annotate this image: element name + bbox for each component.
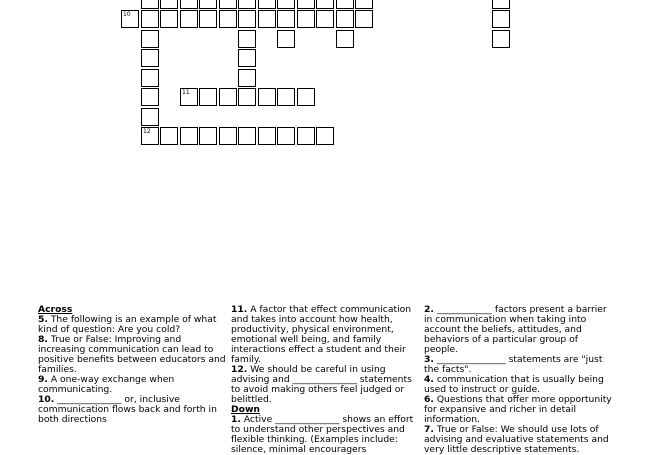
crossword-cell[interactable] <box>180 10 198 28</box>
crossword-cell[interactable] <box>180 127 198 145</box>
crossword-cell[interactable] <box>121 10 139 28</box>
clue-text: True or False: We should use lots of advising and evaluative statements and very little descriptive statements. <box>424 424 609 455</box>
clue-number: 5. <box>38 314 48 325</box>
clue-number: 3. <box>424 354 434 365</box>
clue-text: The following is an example of what kind of question: Are you cold? <box>38 314 217 335</box>
clues-column-2 <box>231 305 421 455</box>
clue-text: True or False: Improving and increasing communication can lead to positive benefits between educators and families. <box>38 334 226 375</box>
crossword-cell[interactable] <box>180 0 198 9</box>
crossword-cell[interactable] <box>297 10 315 28</box>
clue-text: _______________ statements are "just the facts". <box>424 354 603 375</box>
crossword-cell[interactable] <box>316 127 334 145</box>
crossword-cell[interactable] <box>316 10 334 28</box>
crossword-cell[interactable] <box>355 0 373 9</box>
clue-number: 10. <box>38 394 55 405</box>
clue-number-11: 11 <box>182 89 190 96</box>
crossword-cell[interactable] <box>258 10 276 28</box>
crossword-cell[interactable] <box>277 0 295 9</box>
clue-number: 2. <box>424 304 434 315</box>
clue-text: ______________ or, inclusive communication flows back and forth in both directions <box>38 394 217 425</box>
crossword-cell[interactable] <box>199 127 217 145</box>
crossword-cell[interactable] <box>492 30 510 48</box>
across-clue-8 <box>38 335 228 375</box>
crossword-cell[interactable] <box>258 0 276 9</box>
crossword-cell[interactable] <box>238 10 256 28</box>
clue-text: Active ______________ shows an effort to understand other perspectives and flexible thinking. (Examples include: silence, minimal encouragers <box>231 414 414 455</box>
down-clue-2 <box>424 305 614 355</box>
crossword-cell[interactable] <box>160 0 178 9</box>
clue-text: We should be careful in using advising and ______________ statements to avoid making others feel judged or belittled. <box>231 364 412 405</box>
down-clue-1 <box>231 415 421 455</box>
crossword-cell[interactable] <box>258 88 276 106</box>
across-clue-10 <box>38 395 228 425</box>
crossword-cell[interactable] <box>141 49 159 67</box>
crossword-cell[interactable] <box>141 30 159 48</box>
clues-column-1 <box>38 305 228 425</box>
crossword-cell[interactable] <box>141 108 159 126</box>
crossword-cell[interactable] <box>199 88 217 106</box>
across-clue-5 <box>38 315 228 335</box>
clue-number: 12. <box>231 364 248 375</box>
crossword-cell[interactable] <box>238 30 256 48</box>
crossword-cell[interactable] <box>238 49 256 67</box>
across-heading: Across <box>38 304 73 315</box>
crossword-cell[interactable] <box>297 127 315 145</box>
clue-text: A one-way exchange when communicating. <box>38 374 175 395</box>
crossword-cell[interactable] <box>297 0 315 9</box>
clue-text: Questions that offer more opportunity for expansive and richer in detail information. <box>424 394 612 425</box>
clue-number: 7. <box>424 424 434 435</box>
crossword-cell[interactable] <box>141 69 159 87</box>
crossword-cell[interactable] <box>277 10 295 28</box>
crossword-cell[interactable] <box>238 127 256 145</box>
crossword-cell[interactable] <box>199 0 217 9</box>
crossword-cell[interactable] <box>277 127 295 145</box>
crossword-cell[interactable] <box>160 10 178 28</box>
clues-column-3 <box>424 305 614 455</box>
crossword-cell[interactable] <box>219 0 237 9</box>
crossword-cell[interactable] <box>336 10 354 28</box>
down-clue-7 <box>424 425 614 455</box>
crossword-cell[interactable] <box>316 0 334 9</box>
crossword-cell[interactable] <box>238 88 256 106</box>
crossword-cell[interactable] <box>492 10 510 28</box>
clue-number: 1. <box>231 414 241 425</box>
crossword-cell[interactable] <box>492 0 510 9</box>
crossword-cell[interactable] <box>199 10 217 28</box>
clue-number: 9. <box>38 374 48 385</box>
crossword-cell[interactable] <box>141 88 159 106</box>
crossword-cell[interactable] <box>160 127 178 145</box>
across-clue-11 <box>231 305 421 365</box>
across-clue-9 <box>38 375 228 395</box>
crossword-cell[interactable] <box>336 30 354 48</box>
crossword-cell[interactable] <box>141 10 159 28</box>
down-clue-4 <box>424 375 614 395</box>
clue-number-12: 12 <box>143 128 151 135</box>
crossword-cell[interactable] <box>180 88 198 106</box>
clue-text: A factor that effect communication and takes into account how health, productivity, physical environment, emotional well being, and family interactions effect a student and their family. <box>231 304 412 365</box>
crossword-cell[interactable] <box>141 127 159 145</box>
clue-number: 11. <box>231 304 248 315</box>
crossword-cell[interactable] <box>355 10 373 28</box>
clue-number: 4. <box>424 374 434 385</box>
clue-text: communication that is usually being used to instruct or guide. <box>424 374 604 395</box>
across-clue-12 <box>231 365 421 405</box>
crossword-cell[interactable] <box>238 69 256 87</box>
clue-number-10: 10 <box>123 11 131 18</box>
crossword-cell[interactable] <box>336 0 354 9</box>
clue-number: 6. <box>424 394 434 405</box>
crossword-cell[interactable] <box>219 10 237 28</box>
crossword-cell[interactable] <box>219 127 237 145</box>
down-clue-6 <box>424 395 614 425</box>
crossword-cell[interactable] <box>258 127 276 145</box>
crossword-cell[interactable] <box>219 88 237 106</box>
crossword-cell[interactable] <box>238 0 256 9</box>
crossword-cell[interactable] <box>297 88 315 106</box>
crossword-cell[interactable] <box>277 30 295 48</box>
down-clue-3 <box>424 355 614 375</box>
down-heading: Down <box>231 404 260 415</box>
clue-number: 8. <box>38 334 48 345</box>
crossword-cell[interactable] <box>141 0 159 9</box>
crossword-cell[interactable] <box>277 88 295 106</box>
clue-text: ____________ factors present a barrier in communication when taking into account the beliefs, attitudes, and behaviors of a particular group of people. <box>424 304 607 355</box>
